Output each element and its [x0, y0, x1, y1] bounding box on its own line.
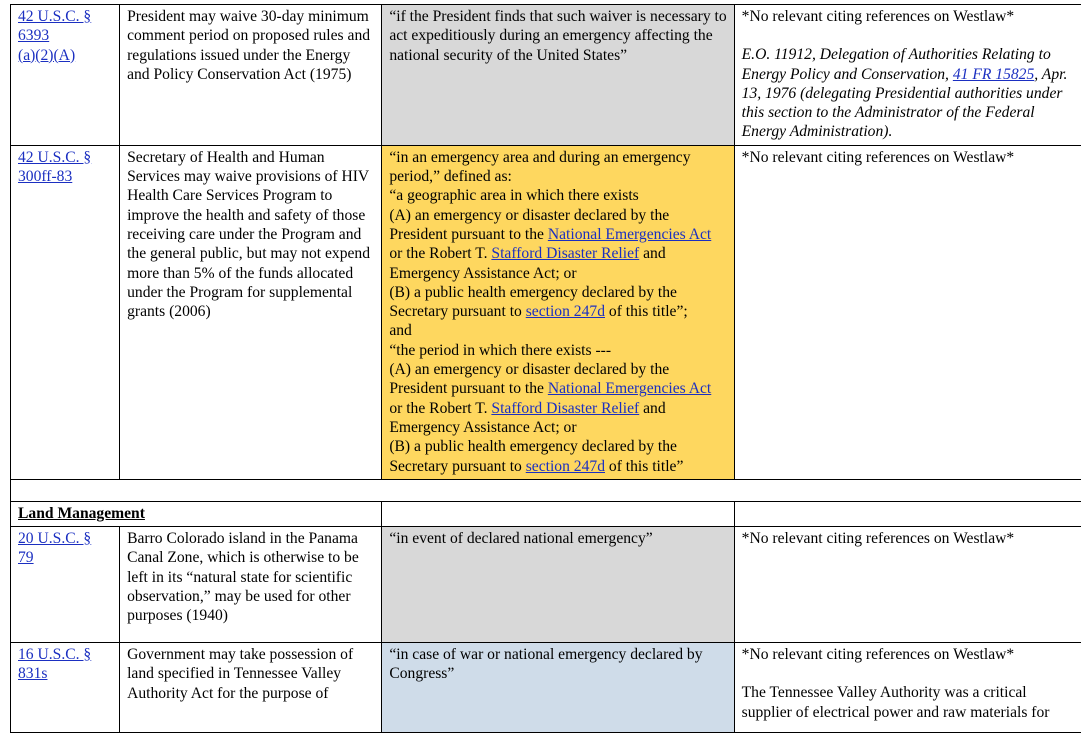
notes-cell	[734, 5, 1081, 146]
table-row	[11, 527, 1081, 643]
national-emergencies-act-link[interactable]: National Emergencies Act	[548, 226, 711, 243]
description-cell: Barro Colorado island in the Panama Canal Zone, which is otherwise to be left in its “natural state for scientific observation,” may be used for other purposes (1940)	[120, 527, 382, 643]
westlaw-note: *No relevant citing references on Westlaw*	[742, 645, 1078, 664]
notes-cell	[734, 643, 1081, 733]
description-cell: Secretary of Health and Human Services may waive provisions of HIV Health Care Services Program to improve the health and safety of those receiving care under the Program and the general public, but may not expend more than 5% of the funds allocated under the Program for supplemental grants (2006)	[120, 145, 382, 479]
description-cell: President may waive 30-day minimum comment period on proposed rules and regulations issued under the Energy and Policy Conservation Act (1975)	[120, 5, 382, 146]
empty-cell	[11, 479, 1081, 501]
notes-cell	[734, 145, 1081, 479]
table-row	[11, 5, 1081, 146]
trigger-cell: “in an emergency area and during an emergency period,” defined as: “a geographic area in which there exists (A) an emergency or disaster declared by the President pursuant to the National Emergencies Act or the Robert T. Stafford Disaster Relief and Emergency Assistance Act; or (B) a public health emergency declared by the Secretary pursuant to section 247d of this title”; and “the period in which there exists --- (A) an emergency or disaster declared by the President pursuant to the National Emergencies Act or the Robert T. Stafford Disaster Relief and Emergency Assistance Act; or (B) a public health emergency declared by the Secretary pursuant to section 247d of this title”	[382, 145, 734, 479]
empty-cell	[734, 501, 1081, 526]
notes-cell	[734, 527, 1081, 643]
table-row	[11, 643, 1081, 733]
citation-cell	[11, 643, 120, 733]
citation-cell	[11, 5, 120, 146]
executive-order-note: E.O. 11912, Delegation of Authorities Relating to Energy Policy and Conservation, 41 FR 15825, Apr. 13, 1976 (delegating Presidential authorities under this section to the Administrator of the Federal Energy Administration).	[742, 45, 1078, 141]
stafford-act-link[interactable]: Stafford Disaster Relief	[491, 400, 639, 417]
section-title: Land Management	[18, 505, 145, 522]
citation-link[interactable]: 42 U.S.C. § 300ff-83	[18, 148, 113, 187]
section-row	[11, 501, 1081, 526]
spacer-row	[11, 479, 1081, 501]
trigger-cell: “in event of declared national emergency”	[382, 527, 734, 643]
citation-link[interactable]: 42 U.S.C. § 6393 (a)(2)(A)	[18, 7, 113, 65]
tva-note: The Tennessee Valley Authority was a critical supplier of electrical power and raw materials for	[742, 683, 1078, 722]
authorities-table	[10, 4, 1081, 733]
trigger-cell: “in case of war or national emergency declared by Congress”	[382, 643, 734, 733]
section-247d-link[interactable]: section 247d	[526, 458, 605, 475]
federal-register-link[interactable]: 41 FR 15825	[953, 66, 1034, 83]
trigger-cell: “if the President finds that such waiver is necessary to act expeditiously during an emergency affecting the national security of the United States”	[382, 5, 734, 146]
empty-cell	[382, 501, 734, 526]
national-emergencies-act-link[interactable]: National Emergencies Act	[548, 380, 711, 397]
citation-cell	[11, 527, 120, 643]
section-247d-link[interactable]: section 247d	[526, 303, 605, 320]
description-cell: Government may take possession of land specified in Tennessee Valley Authority Act for the purpose of	[120, 643, 382, 733]
citation-link[interactable]: 16 U.S.C. § 831s	[18, 645, 113, 684]
citation-cell	[11, 145, 120, 479]
citation-link[interactable]: 20 U.S.C. § 79	[18, 529, 113, 568]
table-row	[11, 145, 1081, 479]
westlaw-note: *No relevant citing references on Westlaw*	[742, 7, 1078, 26]
westlaw-note: *No relevant citing references on Westlaw*	[742, 529, 1078, 548]
section-header-cell	[11, 501, 382, 526]
stafford-act-link[interactable]: Stafford Disaster Relief	[491, 245, 639, 262]
westlaw-note: *No relevant citing references on Westlaw*	[742, 148, 1078, 167]
